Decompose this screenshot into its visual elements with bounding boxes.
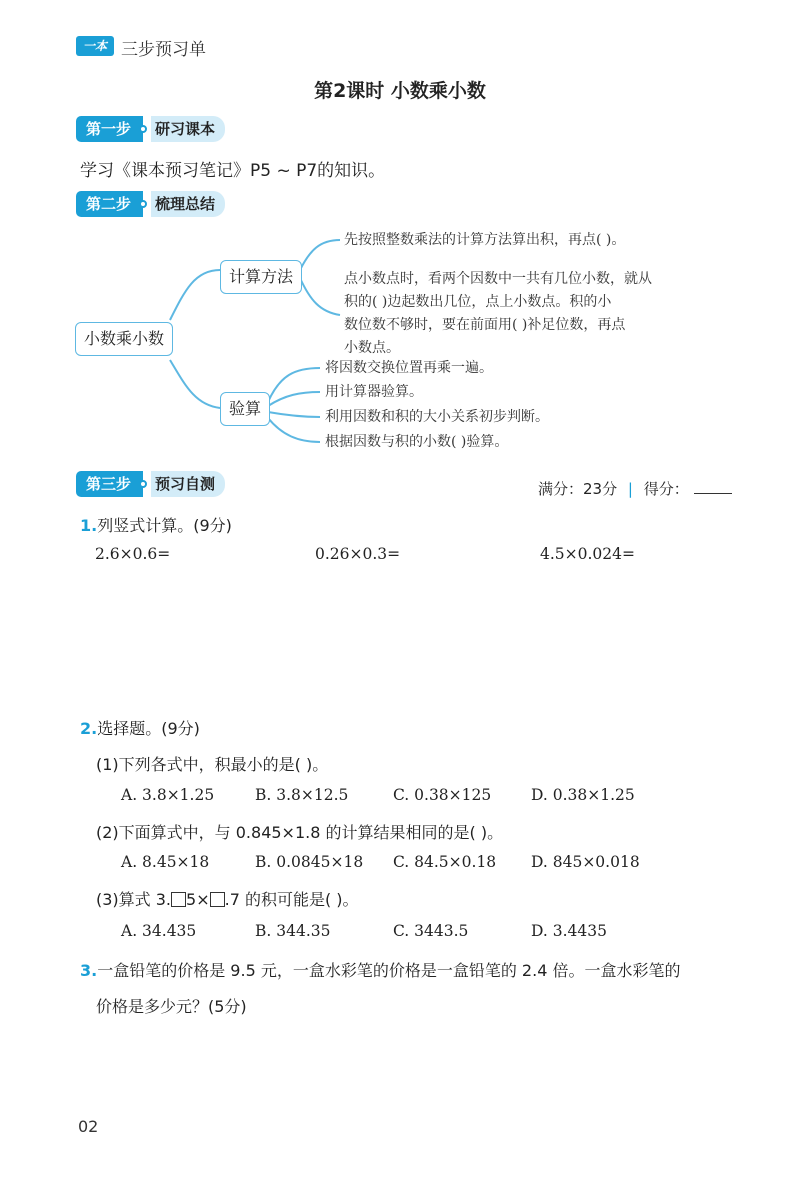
check-item-4: 根据因数与积的小数( )验算。 xyxy=(325,434,509,450)
q2-sub1: (1)下列各式中，积最小的是( )。 xyxy=(96,755,329,774)
score-label: 得分： xyxy=(643,480,689,498)
connector-method-item1 xyxy=(300,240,340,270)
step3-num: 第三步 xyxy=(76,471,143,497)
connector-check-item1 xyxy=(268,368,320,402)
step2-num: 第二步 xyxy=(76,191,143,217)
step1-num: 第一步 xyxy=(76,116,143,142)
q2-sub3-mid2: .7 的积可能是( )。 xyxy=(224,890,359,909)
q1-item-3: 4.5×0.024= xyxy=(540,545,635,563)
connector-root-method xyxy=(170,270,220,320)
score-divider: | xyxy=(627,480,633,498)
step3-name: 预习自测 xyxy=(151,471,225,497)
mindmap-branch-check: 验算 xyxy=(220,392,270,426)
q2-sub3 xyxy=(96,887,359,910)
series-title: 三步预习单 xyxy=(121,40,206,60)
q1-title xyxy=(80,513,232,536)
connector-check-item4 xyxy=(268,418,320,442)
page-title: 第2课时 小数乘小数 xyxy=(314,80,486,102)
q2-sub2-opt-c[interactable]: C. 84.5×0.18 xyxy=(393,853,497,871)
step1-text: 学习《课本预习笔记》P5 ~ P7的知识。 xyxy=(80,161,386,181)
step-dot-icon xyxy=(139,480,147,488)
method-item-5: 小数点。 xyxy=(344,340,400,356)
q2-sub2-opt-d[interactable]: D. 845×0.018 xyxy=(531,853,640,871)
check-item-1: 将因数交换位置再乘一遍。 xyxy=(325,360,493,376)
q2-sub1-opt-b[interactable]: B. 3.8×12.5 xyxy=(255,786,349,804)
q2-sub3-mid1: 5× xyxy=(186,890,210,909)
q3-text-1: 一盒铅笔的价格是 9.5 元，一盒水彩笔的价格是一盒铅笔的 2.4 倍。一盒水彩笔的 xyxy=(97,961,681,980)
step-dot-icon xyxy=(139,200,147,208)
q1-num: 1. xyxy=(80,516,98,535)
method-item-4: 数位数不够时，要在前面用( )补足位数，再点 xyxy=(344,317,626,333)
check-item-2: 用计算器验算。 xyxy=(325,384,423,400)
connector-root-check xyxy=(170,360,220,408)
step2-name: 梳理总结 xyxy=(151,191,225,217)
q3-num: 3. xyxy=(80,961,98,980)
score-box xyxy=(538,478,732,499)
method-item-3: 积的( )边起数出几位，点上小数点。积的小 xyxy=(344,294,612,310)
step1-name: 研习课本 xyxy=(151,116,225,142)
mindmap-branch-method: 计算方法 xyxy=(220,260,302,294)
q3-line1 xyxy=(80,958,680,981)
score-full: 满分：23分 xyxy=(538,480,618,498)
step-dot-icon xyxy=(139,125,147,133)
step2-header xyxy=(76,191,225,217)
q2-sub2-opt-a[interactable]: A. 8.45×18 xyxy=(121,853,210,871)
q2-num: 2. xyxy=(80,719,98,738)
q2-title xyxy=(80,716,200,739)
q2-sub1-opt-a[interactable]: A. 3.8×1.25 xyxy=(121,786,215,804)
q2-text: 选择题。(9分) xyxy=(97,719,200,738)
blank-square-icon xyxy=(171,892,186,907)
step3-header xyxy=(76,471,225,497)
connector-check-item2 xyxy=(268,392,320,406)
q1-item-1: 2.6×0.6= xyxy=(95,545,171,563)
score-blank[interactable] xyxy=(694,493,732,494)
q1-text: 列竖式计算。(9分) xyxy=(97,516,232,535)
q2-sub3-opt-b[interactable]: B. 344.35 xyxy=(255,922,331,940)
q1-item-2: 0.26×0.3= xyxy=(315,545,401,563)
connector-check-item3 xyxy=(268,412,320,417)
brand-logo: 一本 xyxy=(76,36,114,56)
q2-sub3-opt-a[interactable]: A. 34.435 xyxy=(121,922,197,940)
method-item-1: 先按照整数乘法的计算方法算出积，再点( )。 xyxy=(344,232,626,248)
q2-sub3-opt-c[interactable]: C. 3443.5 xyxy=(393,922,469,940)
q2-sub2: (2)下面算式中，与 0.845×1.8 的计算结果相同的是( )。 xyxy=(96,823,504,842)
method-item-2: 点小数点时，看两个因数中一共有几位小数，就从 xyxy=(344,271,652,287)
mindmap-root: 小数乘小数 xyxy=(75,322,173,356)
q2-sub3-opt-d[interactable]: D. 3.4435 xyxy=(531,922,607,940)
step1-header xyxy=(76,116,225,142)
page-number: 02 xyxy=(78,1117,99,1136)
blank-square-icon xyxy=(210,892,225,907)
connector-method-item2 xyxy=(300,278,340,315)
check-item-3: 利用因数和积的大小关系初步判断。 xyxy=(325,409,549,425)
q2-sub1-opt-d[interactable]: D. 0.38×1.25 xyxy=(531,786,635,804)
q2-sub1-opt-c[interactable]: C. 0.38×125 xyxy=(393,786,492,804)
q2-sub3-prefix: (3)算式 3. xyxy=(96,890,172,909)
q2-sub2-opt-b[interactable]: B. 0.0845×18 xyxy=(255,853,364,871)
q3-line2: 价格是多少元？(5分) xyxy=(96,997,247,1016)
